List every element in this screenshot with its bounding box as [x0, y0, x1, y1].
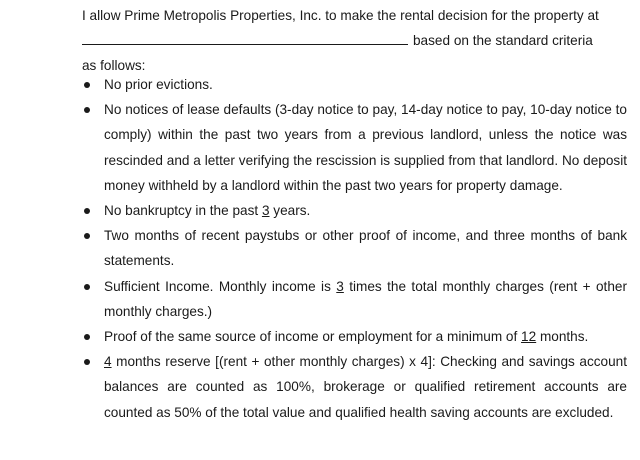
criteria-item-no-evictions [82, 72, 627, 97]
criteria-item-no-lease-defaults [82, 97, 627, 198]
criteria-text-before: No bankruptcy in the past [104, 203, 262, 219]
criteria-text-after: months. [536, 329, 589, 345]
intro-line-1: I allow Prime Metropolis Properties, Inc. to make the rental decision for the property at [82, 8, 599, 23]
bullet-icon [84, 233, 90, 239]
criteria-text: Two months of recent paystubs or other proof of income, and three months of bank statements. [104, 228, 627, 269]
intro-line-3: as follows: [82, 58, 146, 74]
intro-paragraph [82, 3, 622, 79]
criteria-list [82, 72, 627, 425]
criteria-text-after: months reserve [(rent + other monthly charges) x 4]: Checking and savings account balances are counted as 100%, brokerage or qualified retirement accounts are counted as 50% of the total value and qualified health saving accounts are excluded. [104, 354, 627, 420]
criteria-item-reserve [82, 349, 627, 425]
criteria-item-proof-of-income [82, 223, 627, 273]
bankruptcy-years-value: 3 [261, 203, 270, 219]
income-multiple-value: 3 [336, 278, 344, 294]
criteria-item-sufficient-income [82, 274, 627, 324]
employment-months-value: 12 [521, 329, 537, 345]
intro-line-2 [82, 28, 622, 53]
criteria-text-before: Sufficient Income. Monthly income is [104, 278, 337, 294]
intro-line-2-text: based on the standard criteria [413, 33, 593, 49]
reserve-months-value: 4 [104, 354, 112, 370]
criteria-item-employment-duration [82, 324, 627, 349]
bullet-icon [84, 82, 90, 88]
bullet-icon [84, 107, 90, 113]
criteria-text-before: Proof of the same source of income or employment for a minimum of [104, 329, 522, 345]
bullet-icon [84, 334, 90, 340]
property-address-blank[interactable] [82, 28, 408, 45]
criteria-text-after: years. [269, 203, 311, 219]
bullet-icon [84, 208, 90, 214]
criteria-text: No notices of lease defaults (3-day notice to pay, 14-day notice to pay, 10-day notice to comply) within the past two years from a previous landlord, unless the notice was rescinded and a letter verifying the rescission is supplied from that landlord. No deposit money withheld by a landlord within the past two years for property damage. [104, 102, 627, 193]
criteria-text: No prior evictions. [104, 77, 213, 92]
bullet-icon [84, 359, 90, 365]
criteria-item-no-bankruptcy [82, 198, 627, 223]
bullet-icon [84, 284, 90, 290]
criteria-text-after: times the total monthly charges (rent + other monthly charges.) [104, 278, 627, 319]
